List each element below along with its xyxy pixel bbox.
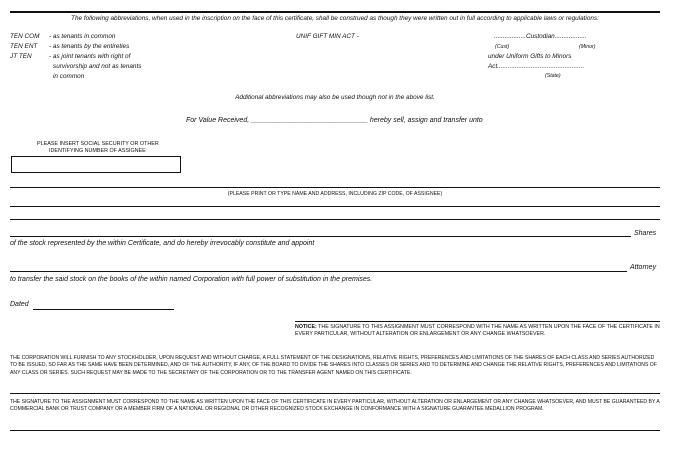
ssn-input-box[interactable] [11, 156, 181, 173]
ssn-label-2: IDENTIFYING NUMBER OF ASSIGNEE [49, 148, 146, 154]
dated-line[interactable] [33, 309, 174, 310]
ssn-label-1: PLEASE INSERT SOCIAL SECURITY OR OTHER [37, 141, 159, 147]
notice-text: THE SIGNATURE TO THIS ASSIGNMENT MUST CORRESPOND WITH THE NAME AS WRITTEN UPON THE FACE OF THE CERTIFICATE IN EVERY PARTICULAR, WITHOUT ALTERATION OR ENLARGEMENT OR ANY CHANGE WHATSOEVER. [295, 324, 660, 338]
abbr-ten-ent-text: - as tenants by the entireties [49, 43, 130, 50]
abbr-ten-com: TEN COM [10, 33, 40, 40]
minor-label: (Minor) [579, 44, 596, 50]
divider-line [10, 393, 660, 394]
unif-gift-min-act: UNIF GIFT MIN ACT - [296, 33, 359, 40]
corporation-statement: THE CORPORATION WILL FURNISH TO ANY STOCKHOLDER, UPON REQUEST AND WITHOUT CHARGE, A FULL STATEMENT OF THE DESIGNATIONS, RELATIVE RIGHTS, PREFERENCES AND LIMITATIONS OF THE SHARES OF EACH CLASS AND SERIES AUTHORIZED TO BE ISSUED, SO FAR AS THE SAME HAVE BEEN DETERMINED, AND OF THE AUTHORITY, IF ANY, OF THE BOARD TO DIVIDE THE SHARES INTO CLASSES OR SERIES AND TO DETERMINE AND CHANGE THE RELATIVE RIGHTS, PREFERENCES AND LIMITATIONS OF ANY CLASS OR SERIES. SUCH REQUEST MAY BE MADE TO THE SECRETARY OF THE CORPORATION OR TO THE TRANSFER AGENT NAMED ON THIS CERTIFICATE. [10, 355, 657, 376]
notice-block [295, 324, 661, 339]
for-value-received: For Value Received, ______________________________ hereby sell, assign and transfer unto [186, 117, 483, 124]
assignee-line-1[interactable] [10, 187, 660, 188]
abbr-jt-ten-text-3: in common [53, 73, 85, 80]
attorney-line[interactable] [10, 271, 627, 272]
intro-text: The following abbreviations, when used in the inscription on the face of this certificate, shall be construed as though they were written out in full according to applicable laws or regulations: [71, 15, 599, 22]
act-line: Act................................................. [488, 63, 585, 70]
custodian-line: ..................Custodian.................. [494, 33, 587, 40]
assignee-line-3[interactable] [10, 219, 660, 220]
shares-line[interactable] [10, 236, 631, 237]
abbr-jt-ten: JT TEN [10, 53, 32, 60]
cust-label: (Cust) [495, 44, 510, 50]
additional-abbreviations: Additional abbreviations may also be used though not in the above list. [235, 94, 435, 101]
stock-text: of the stock represented by the within Certificate, and do hereby irrevocably constitute and appoint [10, 240, 315, 247]
attorney-label: Attorney [630, 264, 657, 271]
shares-label: Shares [634, 230, 657, 237]
print-name-instructions: (PLEASE PRINT OR TYPE NAME AND ADDRESS, INCLUDING ZIP CODE, OF ASSIGNEE) [227, 191, 443, 197]
under-uniform-gifts: under Uniform Gifts to Minors [488, 53, 572, 60]
state-label: (State) [545, 73, 561, 79]
dated-label: Dated [10, 301, 29, 308]
signature-guarantee-statement: THE SIGNATURE TO THE ASSIGNMENT MUST CORRESPOND TO THE NAME AS WRITTEN UPON THE FACE OF THIS CERTIFICATE IN EVERY PARTICULAR, WITHOUT ALTERATION OR ENLARGEMENT OR ANY CHANGE WHATSOEVER, AND MUST BE GUARANTEED BY A COMMERCIAL BANK OR TRUST COMPANY OR A MEMBER FIRM OF A NATIONAL OR REGIONAL OR OTHER RECOGNIZED STOCK EXCHANGE IN CONFORMANCE WITH A SIGNATURE GUARANTEE MEDALLION PROGRAM. [10, 399, 660, 413]
abbr-jt-ten-text-2: survivorship and not as tenants [53, 63, 142, 70]
bottom-border [10, 430, 660, 431]
top-border [10, 11, 660, 13]
abbr-ten-com-text: - as tenants in common [49, 33, 116, 40]
transfer-text: to transfer the said stock on the books of the within named Corporation with full power of substitution in the premises. [10, 276, 373, 283]
signature-line[interactable] [295, 321, 660, 322]
abbr-jt-ten-text-1: - as joint tenants with right of [49, 53, 131, 60]
abbr-ten-ent: TEN ENT [10, 43, 38, 50]
assignee-line-2[interactable] [10, 206, 660, 207]
notice-bold: NOTICE: [295, 324, 317, 330]
